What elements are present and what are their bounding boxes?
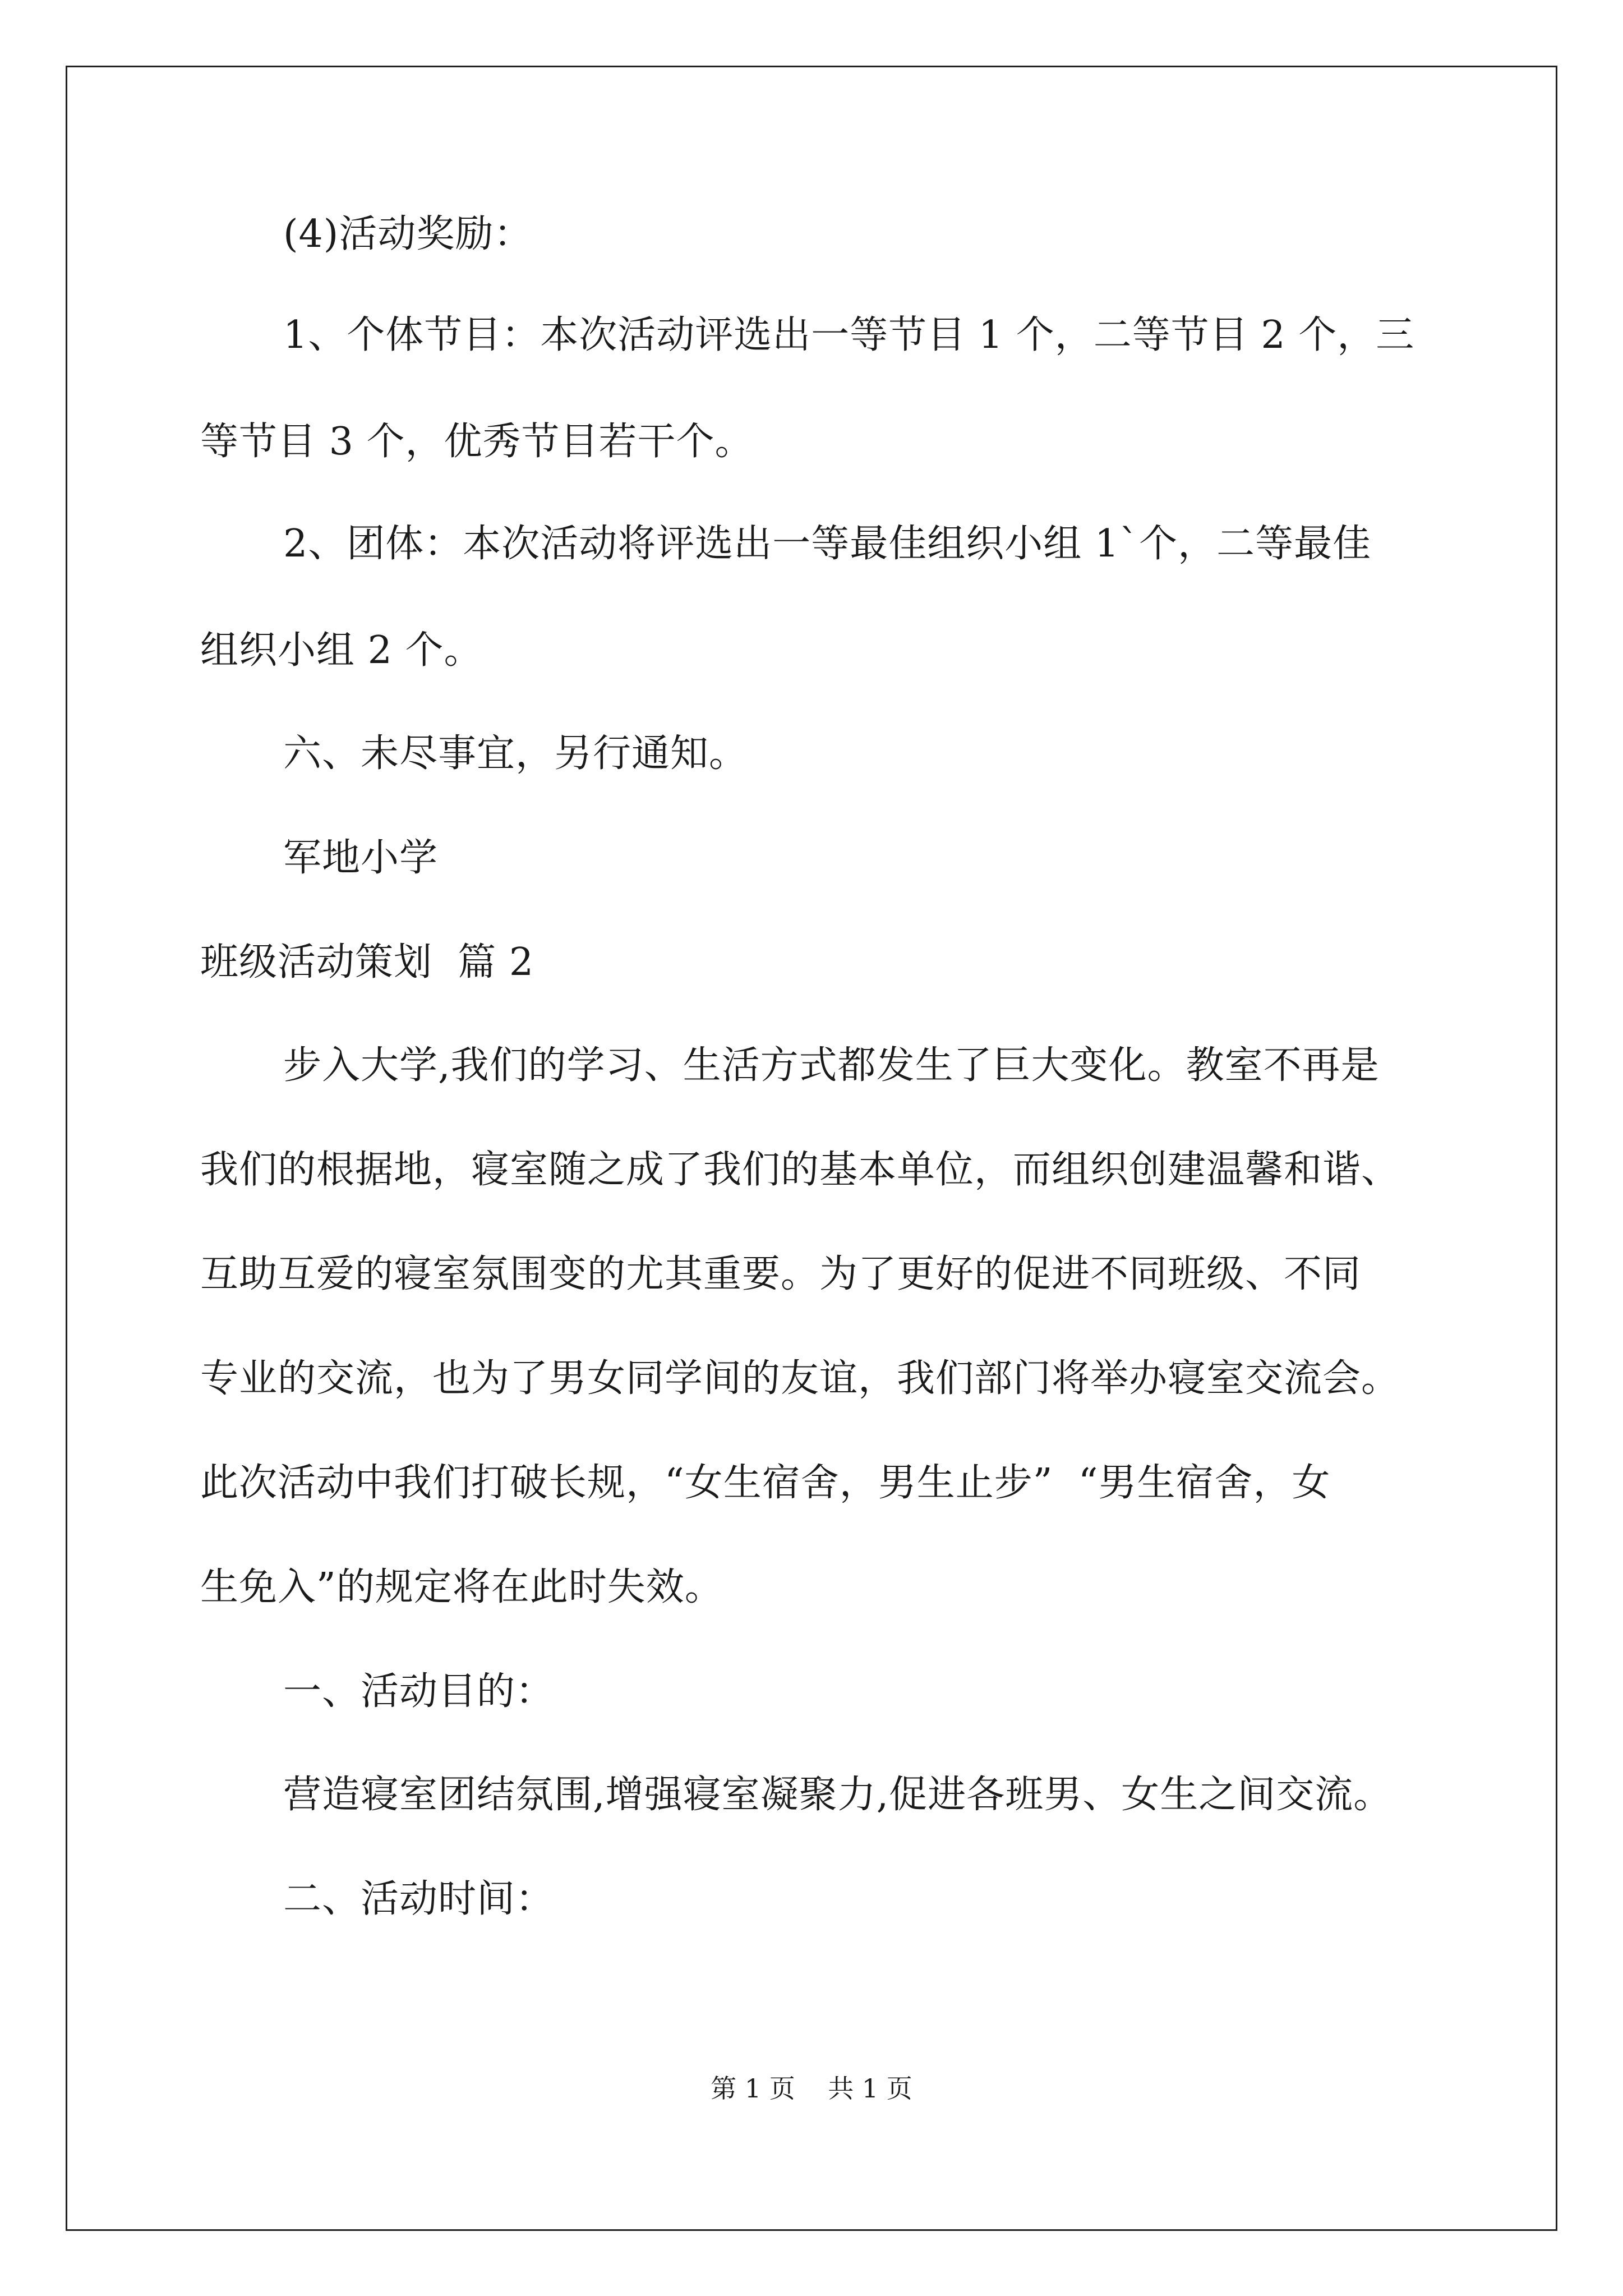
text-line-individual-program-cont: 等节目 3 个，优秀节目若干个。 — [200, 420, 754, 464]
text-line-individual-program: 1、个体节目：本次活动评选出一等节目 1 个，二等节目 2 个，三 — [283, 313, 1415, 357]
text-line-group-award: 2、团体：本次活动将评选出一等最佳组织小组 1`个，二等最佳 — [283, 522, 1372, 566]
text-line-intro-5: 此次活动中我们打破长规，“女生宿舍，男生止步” “男生宿舍，女 — [200, 1461, 1331, 1505]
section-heading: 班级活动策划 篇 2 — [200, 940, 534, 984]
text-line-intro-2: 我们的根据地，寝室随之成了我们的基本单位，而组织创建温馨和谐、 — [200, 1148, 1400, 1192]
text-line-intro-6: 生免入”的规定将在此时失效。 — [200, 1565, 723, 1609]
text-line-group-award-cont: 组织小组 2 个。 — [200, 628, 483, 673]
text-line-intro-1: 步入大学,我们的学习、生活方式都发生了巨大变化。教室不再是 — [283, 1043, 1380, 1088]
text-line-purpose-heading: 一、活动目的： — [283, 1669, 555, 1714]
text-line-intro-4: 专业的交流，也为了男女同学间的友谊，我们部门将举办寝室交流会。 — [200, 1356, 1400, 1401]
text-line-purpose-body: 营造寝室团结氛围,增强寝室凝聚力,促进各班男、女生之间交流。 — [283, 1773, 1393, 1817]
text-line-intro-3: 互助互爱的寝室氛围变的尤其重要。为了更好的促进不同班级、不同 — [200, 1252, 1362, 1296]
text-line-time-heading: 二、活动时间： — [283, 1877, 555, 1921]
page-footer: 第 1 页 共 1 页 — [711, 2073, 912, 2104]
text-line-school-name: 军地小学 — [283, 836, 439, 880]
text-line-activity-rewards: (4)活动奖励： — [283, 212, 533, 256]
text-line-other-matters: 六、未尽事宜，另行通知。 — [283, 731, 748, 776]
